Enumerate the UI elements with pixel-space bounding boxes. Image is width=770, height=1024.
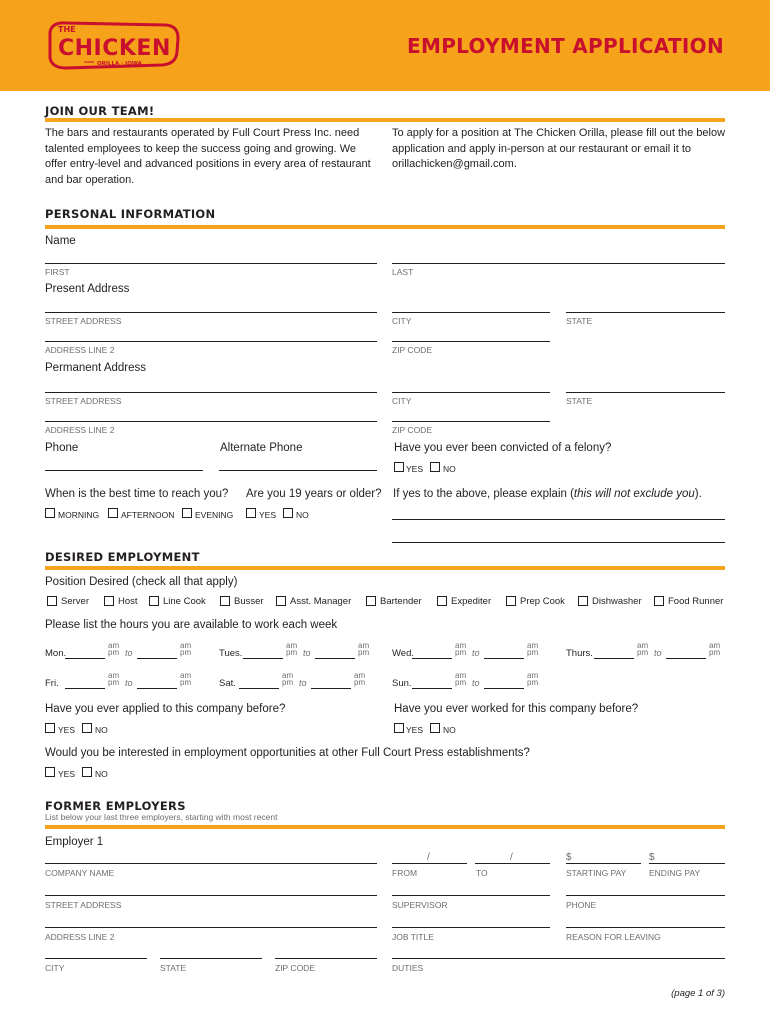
age-yes-checkbox[interactable]: [246, 508, 256, 518]
logo-sub-text: ORILLA · IOWA: [97, 61, 142, 67]
to-label: to: [654, 648, 662, 658]
am-label: am: [286, 641, 298, 650]
employer-zip-field[interactable]: [275, 958, 377, 959]
day-label: Thurs.: [566, 648, 593, 659]
hours-end-field[interactable]: [137, 688, 177, 689]
pm-label: pm: [108, 648, 120, 657]
hours-start-field[interactable]: [239, 688, 279, 689]
employer-state-field[interactable]: [160, 958, 262, 959]
to-label: to: [299, 678, 307, 688]
job-title-caption: JOB TITLE: [392, 932, 434, 942]
yes-label: YES: [406, 725, 424, 735]
hours-start-field[interactable]: [594, 658, 634, 659]
day-label: Fri.: [45, 678, 59, 689]
pm-label: pm: [180, 648, 192, 657]
desired-title: DESIRED EMPLOYMENT: [45, 550, 200, 564]
zip-caption: ZIP CODE: [392, 425, 432, 435]
day-label: Sun.: [392, 678, 412, 689]
hours-end-field[interactable]: [484, 658, 524, 659]
phone-caption: PHONE: [566, 900, 597, 910]
dollar-sign: $: [566, 852, 572, 863]
permanent-zip-field[interactable]: [392, 421, 550, 422]
page-number: (page 1 of 3): [671, 988, 725, 999]
am-label: am: [180, 671, 192, 680]
employer-street-field[interactable]: [45, 895, 377, 896]
interested-yes-checkbox[interactable]: [45, 767, 55, 777]
permanent-state-field[interactable]: [566, 392, 725, 393]
am-label: am: [455, 641, 467, 650]
address2-caption: ADDRESS LINE 2: [45, 932, 115, 942]
state-caption: STATE: [566, 396, 593, 406]
join-title: JOIN OUR TEAM!: [45, 104, 155, 118]
position-checkbox[interactable]: [366, 596, 376, 606]
present-address-label: Present Address: [45, 283, 130, 295]
hours-question: Please list the hours you are available to work each week: [45, 619, 338, 631]
afternoon-label: AFTERNOON: [121, 510, 175, 520]
dollar-sign: $: [649, 852, 655, 863]
applied-question: Have you ever applied to this company before?: [45, 703, 286, 715]
no-label: NO: [296, 510, 309, 520]
address2-caption: ADDRESS LINE 2: [45, 425, 115, 435]
logo-main-text: CHICKEN: [58, 36, 171, 61]
to-label: to: [125, 648, 133, 658]
street-caption: STREET ADDRESS: [45, 316, 122, 326]
pm-label: pm: [282, 678, 294, 687]
position-checkbox[interactable]: [578, 596, 588, 606]
am-label: am: [354, 671, 366, 680]
pm-label: pm: [709, 648, 721, 657]
from-caption: FROM: [392, 868, 418, 878]
state-caption: STATE: [566, 316, 593, 326]
am-label: am: [180, 641, 192, 650]
best-time-question: When is the best time to reach you?: [45, 488, 229, 500]
pm-label: pm: [286, 648, 298, 657]
felony-no-checkbox[interactable]: [430, 462, 440, 472]
position-checkbox[interactable]: [276, 596, 286, 606]
morning-checkbox[interactable]: [45, 508, 55, 518]
yes-label: YES: [58, 769, 76, 779]
last-caption: LAST: [392, 267, 414, 277]
employer-address2-field[interactable]: [45, 927, 377, 928]
hours-end-field[interactable]: [666, 658, 706, 659]
alt-phone-field[interactable]: [219, 470, 377, 471]
section-divider: [45, 225, 725, 229]
company-caption: COMPANY NAME: [45, 868, 115, 878]
street-caption: STREET ADDRESS: [45, 396, 122, 406]
hours-start-field[interactable]: [412, 658, 452, 659]
pm-label: pm: [455, 678, 467, 687]
present-state-field[interactable]: [566, 312, 725, 313]
city-caption: CITY: [45, 963, 65, 973]
yes-label: YES: [58, 725, 76, 735]
position-checkbox[interactable]: [437, 596, 447, 606]
personal-title: PERSONAL INFORMATION: [45, 207, 216, 221]
no-label: NO: [443, 464, 456, 474]
worked-yes-checkbox[interactable]: [394, 723, 404, 733]
position-checkbox[interactable]: [654, 596, 664, 606]
day-label: Mon.: [45, 648, 67, 659]
last-name-field[interactable]: [392, 263, 725, 264]
to-label: to: [125, 678, 133, 688]
duties-caption: DUTIES: [392, 963, 424, 973]
position-label: Host: [118, 596, 138, 607]
am-label: am: [108, 671, 120, 680]
position-label: Busser: [234, 596, 264, 607]
explain-field-line-1[interactable]: [392, 519, 725, 520]
explain-field-line-2[interactable]: [392, 542, 725, 543]
ending-pay-caption: ENDING PAY: [649, 868, 701, 878]
reason-caption: REASON FOR LEAVING: [566, 932, 661, 942]
present-address2-field[interactable]: [45, 341, 377, 342]
position-label: Prep Cook: [520, 596, 565, 607]
position-label: Food Runner: [668, 596, 724, 607]
company-name-field[interactable]: [45, 863, 377, 864]
alt-phone-label: Alternate Phone: [220, 442, 303, 454]
from-date-field[interactable]: [392, 863, 467, 864]
day-label: Sat.: [219, 678, 236, 689]
am-label: am: [527, 671, 539, 680]
am-label: am: [455, 671, 467, 680]
to-label: to: [303, 648, 311, 658]
pm-label: pm: [455, 648, 467, 657]
pm-label: pm: [358, 648, 370, 657]
present-city-field[interactable]: [392, 312, 550, 313]
yes-label: YES: [259, 510, 277, 520]
hours-start-field[interactable]: [243, 658, 283, 659]
am-label: am: [527, 641, 539, 650]
applied-no-checkbox[interactable]: [82, 723, 92, 733]
pm-label: pm: [527, 648, 539, 657]
day-label: Wed.: [392, 648, 415, 659]
employer-label: Employer 1: [45, 836, 104, 848]
no-label: NO: [95, 769, 108, 779]
pm-label: pm: [527, 678, 539, 687]
position-question: Position Desired (check all that apply): [45, 576, 238, 588]
morning-label: MORNING: [58, 510, 100, 520]
no-label: NO: [95, 725, 108, 735]
am-label: am: [358, 641, 370, 650]
permanent-address2-field[interactable]: [45, 421, 377, 422]
position-label: Asst. Manager: [290, 596, 352, 607]
section-divider: [45, 825, 725, 829]
street-caption: STREET ADDRESS: [45, 900, 122, 910]
name-label: Name: [45, 235, 76, 247]
employer-city-field[interactable]: [45, 958, 147, 959]
state-caption: STATE: [160, 963, 187, 973]
to-date-field[interactable]: [475, 863, 550, 864]
permanent-street-field[interactable]: [45, 392, 377, 393]
position-checkbox[interactable]: [104, 596, 114, 606]
position-label: Line Cook: [163, 596, 206, 607]
section-divider: [45, 118, 725, 122]
pm-label: pm: [180, 678, 192, 687]
hours-end-field[interactable]: [484, 688, 524, 689]
position-checkbox[interactable]: [47, 596, 57, 606]
worked-question: Have you ever worked for this company before?: [394, 703, 639, 715]
header-banner: [0, 0, 770, 91]
starting-pay-field[interactable]: [566, 863, 641, 864]
hours-end-field[interactable]: [311, 688, 351, 689]
am-label: am: [637, 641, 649, 650]
position-label: Server: [61, 596, 89, 607]
hours-start-field[interactable]: [412, 688, 452, 689]
hours-end-field[interactable]: [315, 658, 355, 659]
date-slash: /: [510, 852, 513, 863]
day-label: Tues.: [219, 648, 243, 659]
the-chicken-logo: [44, 18, 184, 74]
former-subtitle: List below your last three employers, starting with most recent: [45, 812, 278, 822]
age-question: Are you 19 years or older?: [246, 488, 382, 500]
present-street-field[interactable]: [45, 312, 377, 313]
hours-start-field[interactable]: [65, 658, 105, 659]
address2-caption: ADDRESS LINE 2: [45, 345, 115, 355]
to-label: to: [472, 648, 480, 658]
age-no-checkbox[interactable]: [283, 508, 293, 518]
supervisor-field[interactable]: [392, 895, 550, 896]
phone-field[interactable]: [45, 470, 203, 471]
am-label: am: [282, 671, 294, 680]
document-title: EMPLOYMENT APPLICATION: [407, 34, 724, 58]
section-divider: [45, 566, 725, 570]
starting-pay-caption: STARTING PAY: [566, 868, 627, 878]
join-right-text: To apply for a position at The Chicken Orilla, please fill out the below application and apply in-person at our restaurant or email it to orillachicken@gmail.com.: [392, 127, 726, 170]
join-left-text: The bars and restaurants operated by Full Court Press Inc. need talented employees to keep the success going and growing. We offer entry-level and advanced positions in every area of restaurant and bar operation.: [45, 127, 371, 186]
first-caption: FIRST: [45, 267, 70, 277]
phone-label: Phone: [45, 442, 79, 454]
first-name-field[interactable]: [45, 263, 377, 264]
former-title: FORMER EMPLOYERS: [45, 799, 186, 813]
pm-label: pm: [637, 648, 649, 657]
permanent-address-label: Permanent Address: [45, 362, 147, 374]
afternoon-checkbox[interactable]: [108, 508, 118, 518]
evening-checkbox[interactable]: [182, 508, 192, 518]
interested-no-checkbox[interactable]: [82, 767, 92, 777]
hours-end-field[interactable]: [137, 658, 177, 659]
no-label: NO: [443, 725, 456, 735]
evening-label: EVENING: [195, 510, 234, 520]
position-label: Dishwasher: [592, 596, 642, 607]
pm-label: pm: [108, 678, 120, 687]
reason-field[interactable]: [566, 927, 725, 928]
city-caption: CITY: [392, 396, 412, 406]
am-label: am: [709, 641, 721, 650]
yes-label: YES: [406, 464, 424, 474]
position-checkbox[interactable]: [149, 596, 159, 606]
present-zip-field[interactable]: [392, 341, 550, 342]
supervisor-caption: SUPERVISOR: [392, 900, 448, 910]
pm-label: pm: [354, 678, 366, 687]
ending-pay-field[interactable]: [649, 863, 725, 864]
logo-small-text: THE: [58, 25, 76, 34]
to-caption: TO: [476, 868, 488, 878]
applied-yes-checkbox[interactable]: [45, 723, 55, 733]
am-label: am: [108, 641, 120, 650]
hours-start-field[interactable]: [65, 688, 105, 689]
explain-question: If yes to the above, please explain (this will not exclude you).: [393, 488, 702, 500]
duties-field[interactable]: [392, 958, 725, 959]
permanent-city-field[interactable]: [392, 392, 550, 393]
worked-no-checkbox[interactable]: [430, 723, 440, 733]
zip-caption: ZIP CODE: [392, 345, 432, 355]
felony-question: Have you ever been convicted of a felony?: [394, 442, 612, 454]
interested-question: Would you be interested in employment opportunities at other Full Court Press establishments?: [45, 747, 530, 759]
job-title-field[interactable]: [392, 927, 550, 928]
date-slash: /: [427, 852, 430, 863]
city-caption: CITY: [392, 316, 412, 326]
position-checkbox[interactable]: [506, 596, 516, 606]
employer-phone-field[interactable]: [566, 895, 725, 896]
position-label: Expediter: [451, 596, 492, 607]
to-label: to: [472, 678, 480, 688]
position-label: Bartender: [380, 596, 422, 607]
zip-caption: ZIP CODE: [275, 963, 315, 973]
felony-yes-checkbox[interactable]: [394, 462, 404, 472]
position-checkbox[interactable]: [220, 596, 230, 606]
